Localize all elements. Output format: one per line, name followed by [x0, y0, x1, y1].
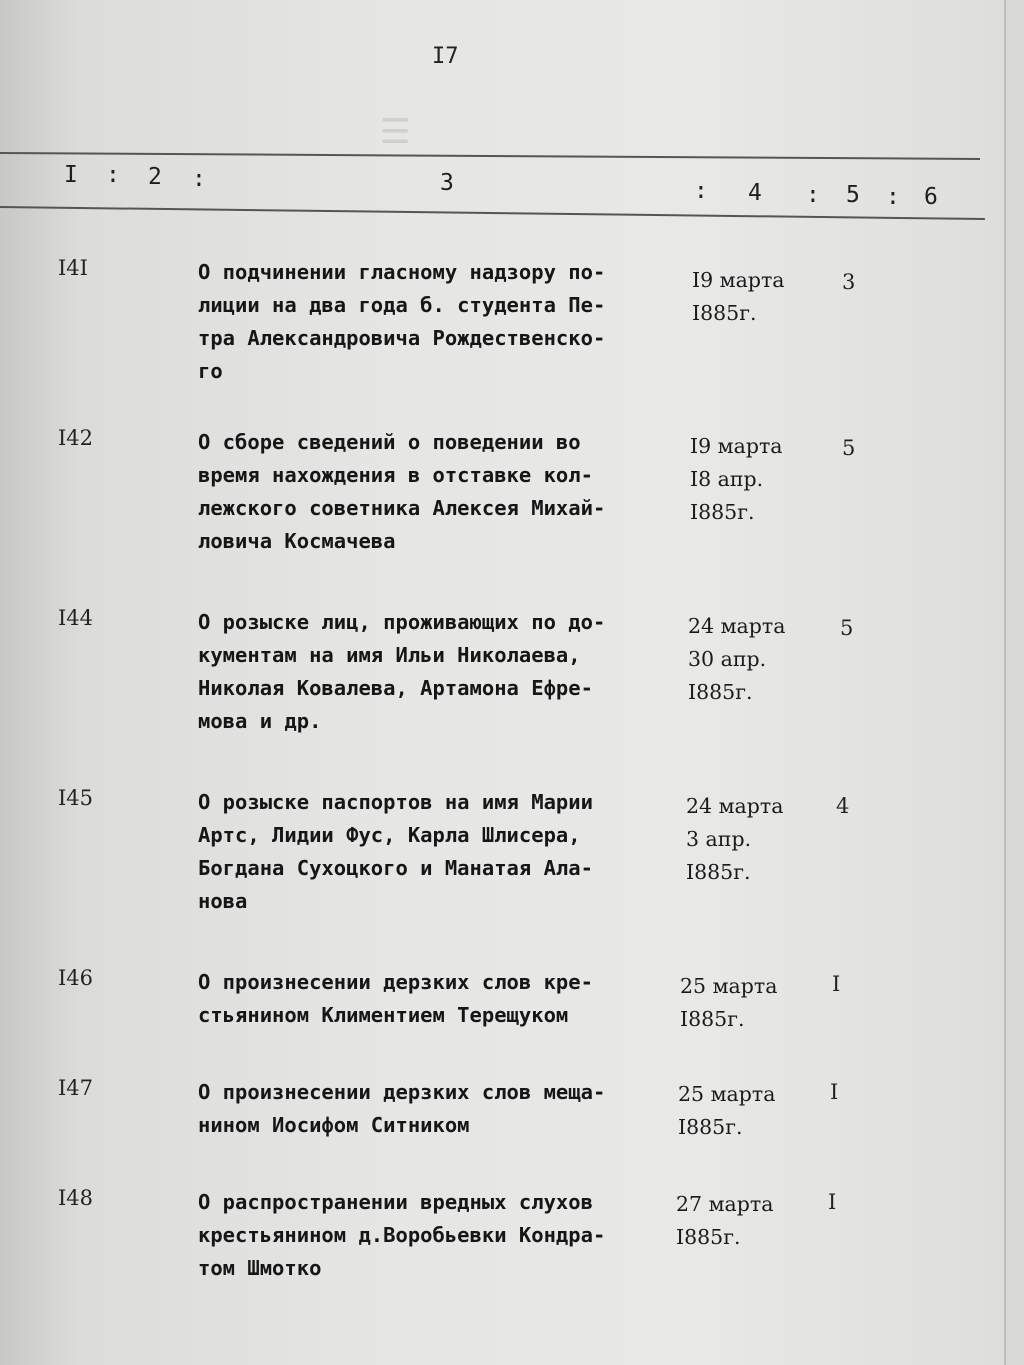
sheet-count: 5 [842, 436, 856, 460]
sheet-count: 5 [840, 616, 854, 640]
case-dates: 24 марта 3 апр. I885г. [686, 794, 784, 884]
case-number: I42 [58, 426, 94, 450]
case-dates: I9 марта I885г. [692, 268, 785, 325]
case-dates: 24 марта 30 апр. I885г. [688, 614, 786, 704]
header-bottom-rule [0, 206, 985, 220]
case-dates: 27 марта I885г. [676, 1192, 774, 1249]
case-number: I48 [58, 1186, 94, 1210]
case-title: О розыске лиц, проживающих по до- кументам на имя Ильи Николаева, Николая Ковалева, Артамона Ефре- мова и др. [198, 610, 606, 733]
case-number: I44 [58, 606, 94, 630]
case-title: О произнесении дерзких слов меща- нином Иосифом Ситником [198, 1080, 606, 1137]
case-dates: 25 марта I885г. [680, 974, 778, 1031]
column-number-2: 2 [148, 164, 162, 190]
case-number: I45 [58, 786, 94, 810]
case-title: О сборе сведений о поведении во время нахождения в отставке кол- лежского советника Алексея Михай- ловича Космачева [198, 430, 606, 553]
column-number-1: I [64, 162, 78, 188]
sheet-count: I [828, 1190, 837, 1214]
column-number-4: 4 [748, 180, 762, 206]
case-dates: I9 марта I8 апр. I885г. [690, 434, 783, 524]
case-number: I47 [58, 1076, 94, 1100]
case-title: О розыске паспортов на имя Марии Артс, Лидии Фус, Карла Шлисера, Богдана Сухоцкого и Манатая Ала- нова [198, 790, 593, 913]
case-number: I4I [58, 256, 88, 280]
case-dates: 25 марта I885г. [678, 1082, 776, 1139]
column-number-5: 5 [846, 182, 860, 208]
column-separator: : [806, 182, 820, 208]
header-top-rule [0, 152, 980, 160]
column-number-3: 3 [440, 170, 454, 196]
sheet-count: I [830, 1080, 839, 1104]
case-title: О подчинении гласному надзору по- лиции на два года б. студента Пе- тра Александровича Рождественско- го [198, 260, 606, 383]
sheet-count: I [832, 972, 841, 996]
case-title: О распространении вредных слухов крестьянином д.Воробьевки Кондра- том Шмотко [198, 1190, 606, 1280]
column-separator: : [694, 178, 708, 204]
bleed-through-heading: ☰ [380, 112, 425, 152]
column-separator: : [106, 162, 120, 188]
sheet-count: 4 [836, 794, 850, 818]
column-separator: : [886, 184, 900, 210]
column-number-6: 6 [924, 184, 938, 210]
case-title: О произнесении дерзких слов кре- стьянином Климентием Терещуком [198, 970, 593, 1027]
page-number: I7 [432, 44, 459, 69]
sheet-count: 3 [842, 270, 856, 294]
case-number: I46 [58, 966, 94, 990]
column-separator: : [192, 166, 206, 192]
